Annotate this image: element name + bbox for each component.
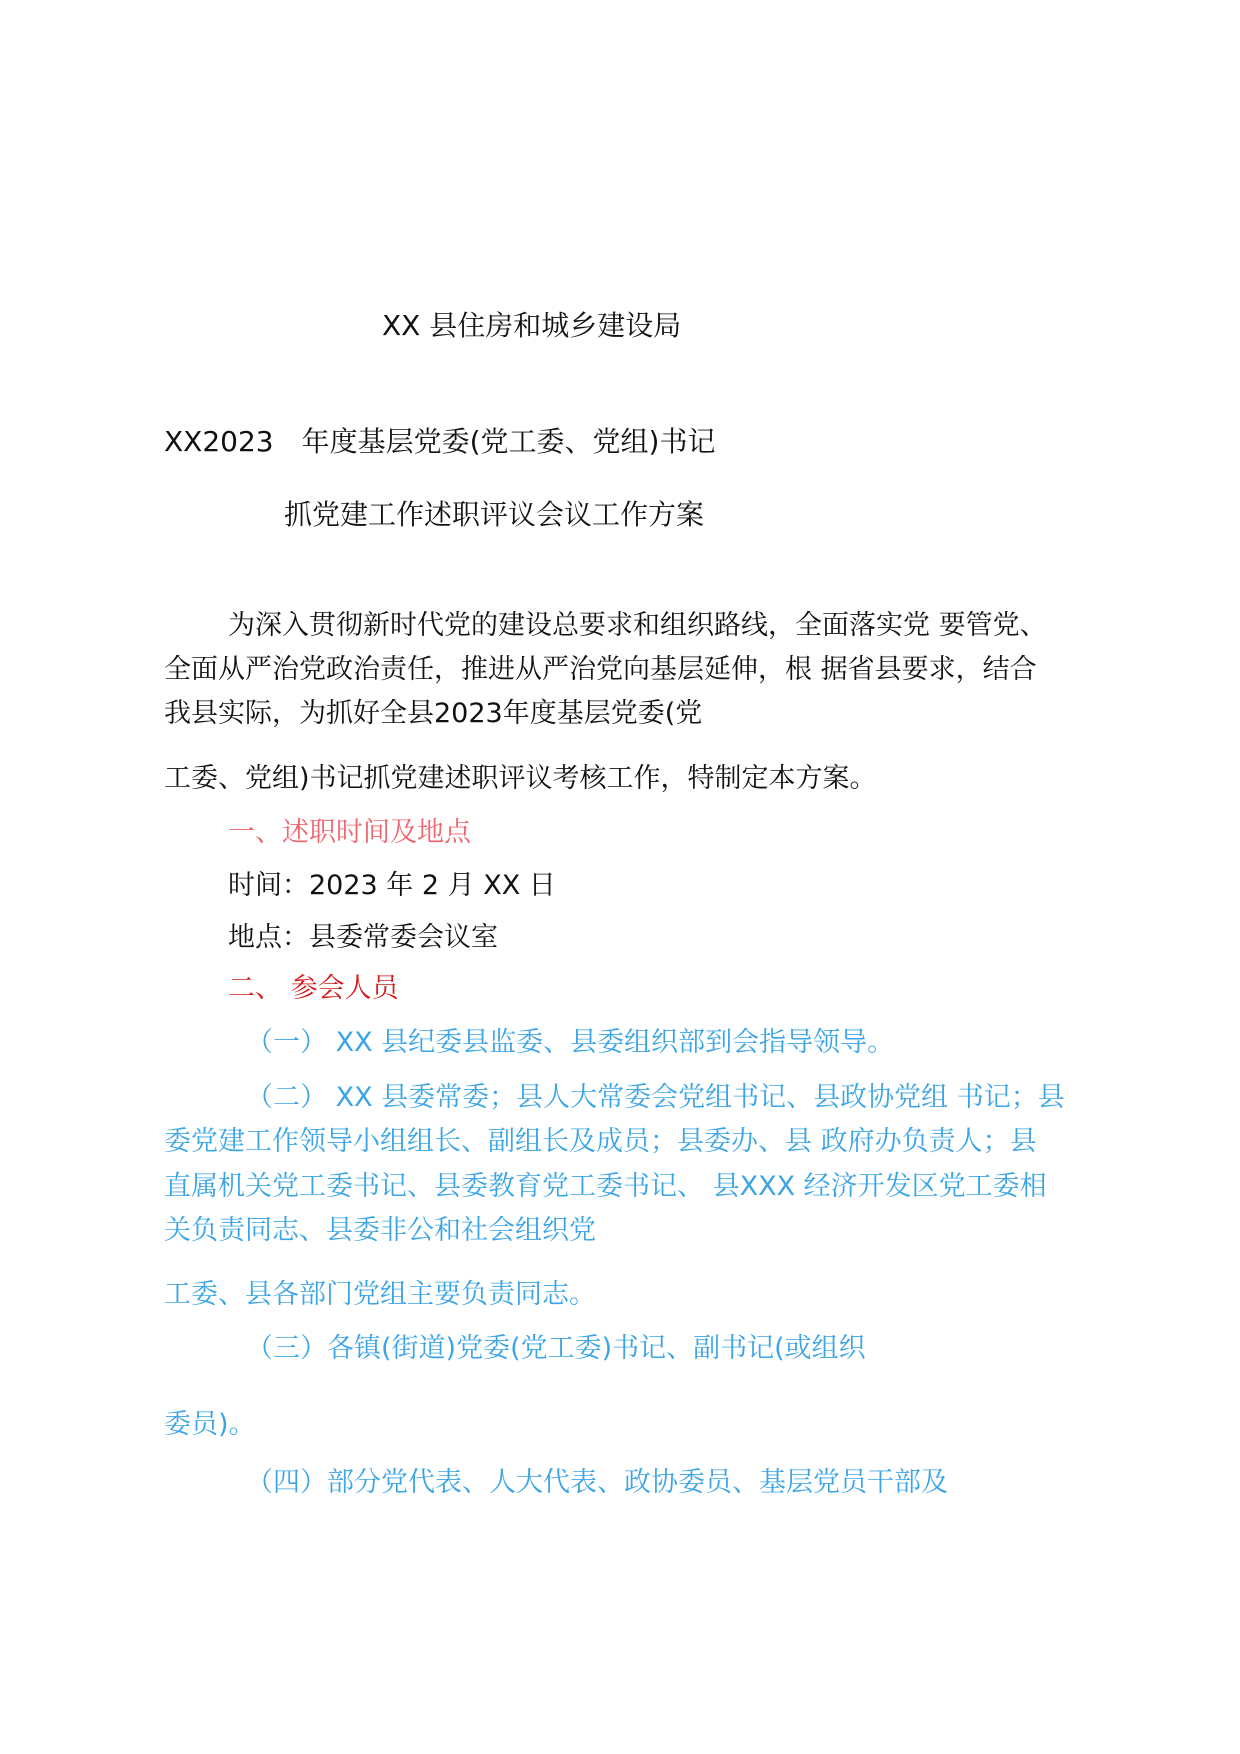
- attendee-item-2-line-3: 直属机关党工委书记、县委教育党工委书记、 县XXX 经济开发区党工委相: [164, 1171, 1047, 1202]
- attendee-item-2-line-4: 关负责同志、县委非公和社会组织党: [164, 1215, 596, 1246]
- attendee-item-2-line-1: （二） XX 县委常委；县人大常委会党组书记、县政协党组 书记；县: [246, 1082, 1065, 1113]
- attendee-item-3-line-1: （三）各镇(街道)党委(党工委)书记、副书记(或组织: [246, 1333, 866, 1364]
- intro-line-3: 我县实际，为抓好全县2023年度基层党委(党: [164, 698, 703, 729]
- intro-line-4: 工委、党组)书记抓党建述职评议考核工作，特制定本方案。: [164, 763, 877, 794]
- document-title-line-1: XX2023 年度基层党委(党工委、党组)书记: [164, 425, 716, 458]
- attendee-item-4: （四）部分党代表、人大代表、政协委员、基层党员干部及: [246, 1467, 948, 1498]
- intro-line-1: 为深入贯彻新时代党的建设总要求和组织路线，全面落实党 要管党、: [228, 610, 1047, 641]
- attendee-item-1: （一） XX 县纪委县监委、县委组织部到会指导领导。: [246, 1027, 895, 1058]
- document-title-line-2: 抓党建工作述职评议会议工作方案: [284, 498, 705, 531]
- meeting-time: 时间：2023 年 2 月 XX 日: [228, 870, 556, 901]
- organization-name: XX 县住房和城乡建设局: [382, 309, 682, 342]
- intro-line-2: 全面从严治党政治责任，推进从严治党向基层延伸，根 据省县要求，结合: [164, 654, 1037, 685]
- meeting-place: 地点：县委常委会议室: [228, 922, 498, 953]
- attendee-item-3-line-2: 委员)。: [164, 1409, 256, 1440]
- attendee-item-2-line-2: 委党建工作领导小组组长、副组长及成员；县委办、县 政府办负责人；县: [164, 1126, 1037, 1157]
- section-1-heading: 一、述职时间及地点: [228, 817, 471, 848]
- attendee-item-2-line-5: 工委、县各部门党组主要负责同志。: [164, 1279, 596, 1310]
- section-2-heading: 二、 参会人员: [228, 973, 399, 1004]
